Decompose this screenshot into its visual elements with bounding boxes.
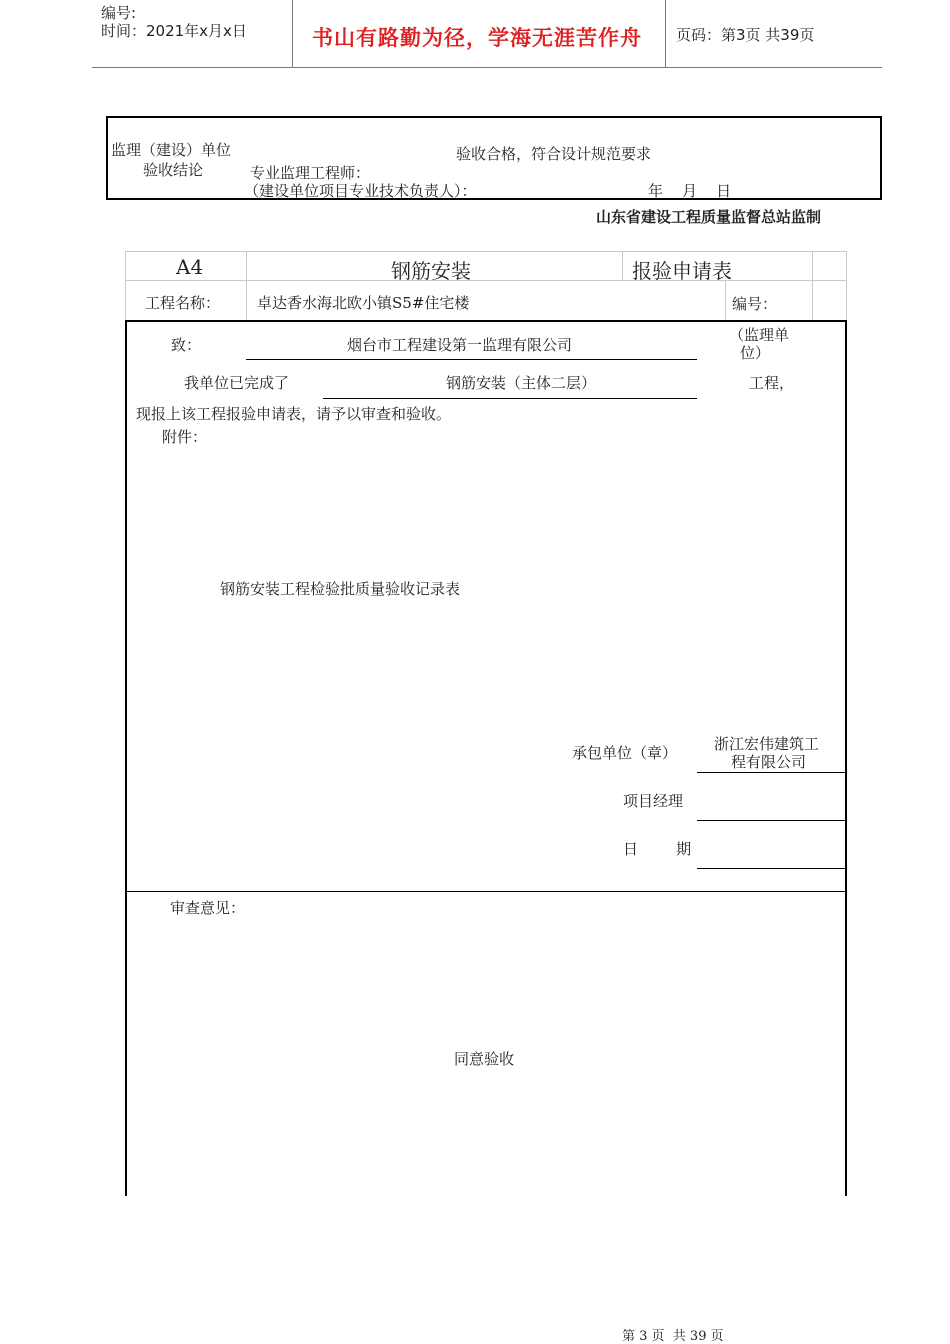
attachment-item: 钢筋安装工程检验批质量验收记录表 [220,580,461,598]
number-label: 编号： [732,295,778,313]
date-underline [697,868,845,869]
review-section-divider [125,891,847,892]
owner-tech-label: （建设单位项目专业技术负责人）： [244,182,477,200]
request-text: 现报上该工程报验申请表，请予以审查和验收。 [136,405,452,423]
motto-text: 书山有路勤为径，学海无涯苦作舟 [312,26,642,50]
form-title-item: 钢筋安装 [391,259,471,283]
project-manager-label: 项目经理 [623,792,684,810]
contractor-name-1: 浙江宏伟建筑工 [714,735,820,753]
header-divider-right [665,0,666,68]
to-suffix-2: 位） [740,344,771,362]
conclusion-result: 验收合格，符合设计规范要求 [456,145,652,163]
to-company: 烟台市工程建设第一监理有限公司 [347,336,573,354]
date-label: 日 期 [623,840,692,858]
project-suffix: 工程， [749,374,795,392]
acceptance-conclusion-label: 验收结论 [143,161,204,179]
form-code: A4 [176,255,204,279]
footer-page-number: 第 3 页 共 39 页 [622,1329,724,1344]
completed-item-underline [323,398,697,399]
page-info: 页码：第3页 共39页 [676,26,815,44]
to-label: 致： [171,336,202,354]
supervision-unit-label: 监理（建设）单位 [111,141,232,159]
serial-label: 编号: [101,4,137,22]
time-label: 时间：2021年x月x日 [101,22,247,40]
header-divider-left [292,0,293,68]
supervision-note: 山东省建设工程质量监督总站监制 [596,208,822,226]
completed-item: 钢筋安装（主体二层） [446,374,597,392]
form-title-type: 报验申请表 [632,259,732,283]
conclusion-date: 年 月 日 [648,182,732,200]
project-name-label: 工程名称： [145,294,221,312]
contractor-label: 承包单位（章） [572,744,678,762]
review-result: 同意验收 [454,1050,515,1068]
header-bottom-rule [92,67,882,68]
review-label: 审查意见： [170,899,246,917]
engineer-label: 专业监理工程师： [250,164,371,182]
to-company-underline [246,359,697,360]
to-suffix-1: （监理单 [729,326,790,344]
completed-label: 我单位已完成了 [184,374,290,392]
attachment-label: 附件： [162,428,208,446]
contractor-underline [697,772,845,773]
project-manager-underline [697,820,845,821]
contractor-name-2: 程有限公司 [731,753,807,771]
project-name-value: 卓达香水海北欧小镇S5#住宅楼 [257,294,470,312]
